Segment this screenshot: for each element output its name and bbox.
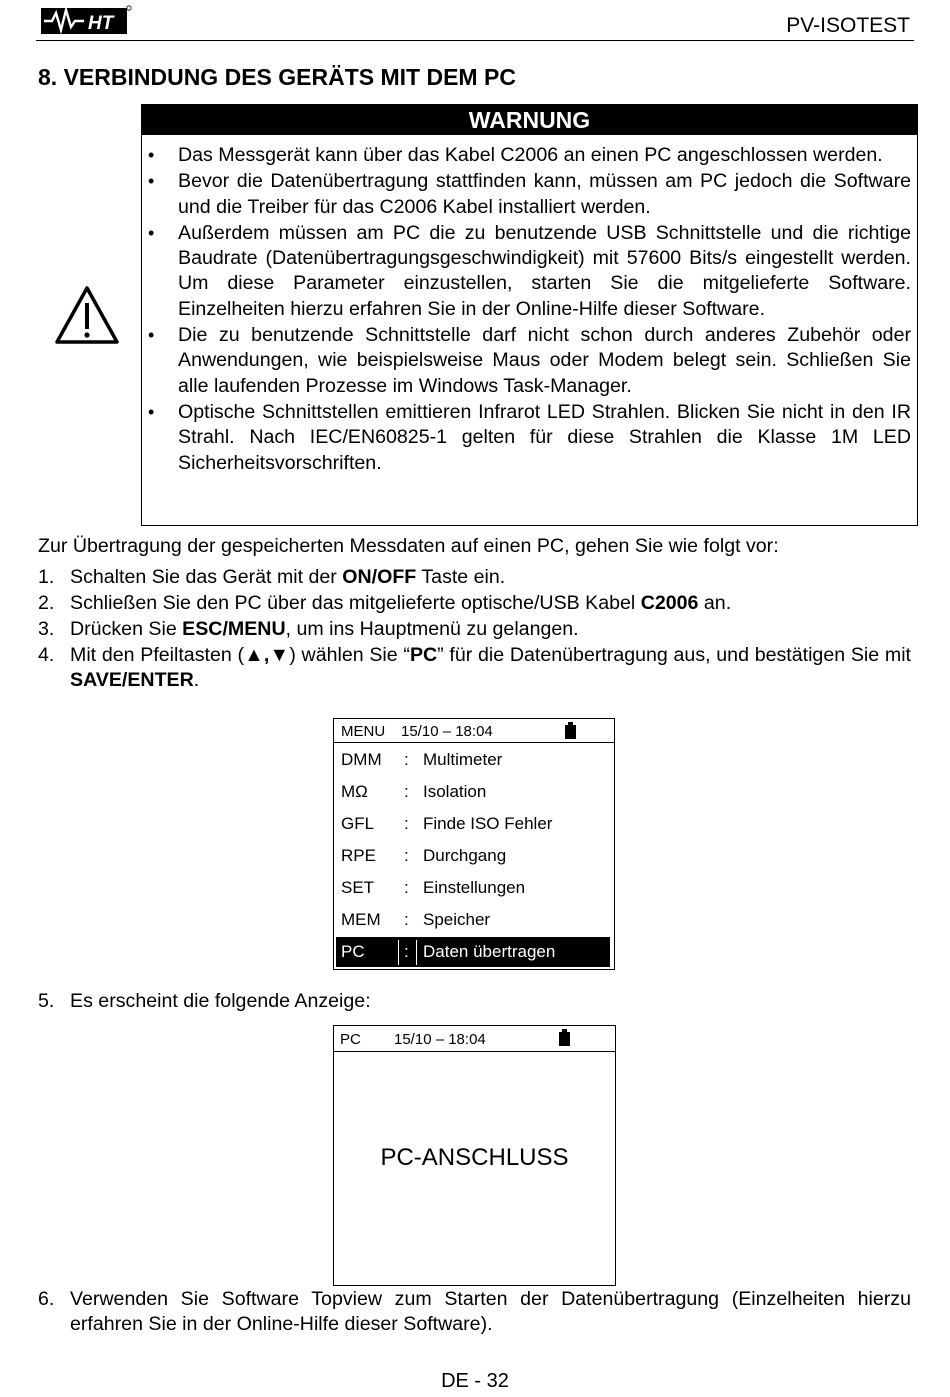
menu-column-divider: [416, 940, 417, 965]
step-number: 4.: [38, 644, 55, 666]
menu-item-separator: :: [404, 814, 409, 833]
menu-item-pc-selected[interactable]: [336, 937, 610, 967]
menu-item-label: Multimeter: [423, 750, 503, 769]
key-name: ON/OFF: [342, 566, 417, 588]
key-name: ESC/MENU: [182, 618, 286, 640]
menu-item-code: MΩ: [341, 782, 368, 801]
step-6: [38, 1287, 911, 1338]
step-text: Taste ein.: [416, 566, 506, 588]
step-text: an.: [698, 592, 732, 614]
logo-text: HT: [88, 13, 114, 34]
menu-item-separator: :: [404, 750, 409, 769]
menu-item-mem[interactable]: [334, 905, 610, 935]
menu-item-set[interactable]: [334, 873, 610, 903]
menu-item-gfl[interactable]: [334, 809, 610, 839]
menu-item-code: SET: [341, 878, 375, 897]
intro-paragraph: Zur Übertragung der gespeicherten Messdaten auf einen PC, gehen Sie wie folgt vor:: [38, 535, 779, 557]
pc-connection-message: PC-ANSCHLUSS: [380, 1144, 569, 1171]
step-text: Mit den Pfeiltasten (: [70, 644, 244, 666]
step-text: Schalten Sie das Gerät mit der: [70, 566, 343, 588]
display-datetime: 15/10 – 18:04: [401, 723, 493, 740]
menu-item-mohm[interactable]: [334, 777, 610, 807]
warning-item: • Bevor die Datenübertragung stattfinden kann, müssen am PC jedoch die Software und die Treiber für das C2006 Kabel installiert werden.: [145, 169, 911, 220]
step-number: 6.: [38, 1288, 55, 1310]
menu-item-separator: :: [404, 910, 409, 929]
step-number: 2.: [38, 592, 55, 614]
step-text: , um ins Hauptmenü zu gelangen.: [285, 618, 579, 640]
warning-item: • Das Messgerät kann über das Kabel C2006 an einen PC angeschlossen werden.: [145, 143, 911, 168]
step-text: Verwenden Sie Software Topview zum Starten der Datenübertragung (Einzelheiten hierzu erfahren Sie in der Online-Hilfe dieser Software).: [70, 1288, 911, 1336]
menu-item-code: GFL: [341, 814, 375, 833]
menu-option-name: PC: [409, 644, 438, 666]
menu-item-separator: :: [404, 942, 409, 961]
menu-item-label: Speicher: [423, 910, 491, 929]
menu-item-code: DMM: [341, 750, 382, 769]
menu-item-label: Daten übertragen: [423, 942, 556, 961]
step-2: [38, 591, 911, 616]
header-divider: [36, 40, 914, 41]
pc-connection-display: [333, 1025, 616, 1286]
step-text: Es erscheint die folgende Anzeige:: [70, 990, 371, 1012]
menu-item-code: RPE: [341, 846, 376, 865]
menu-column-divider: [398, 940, 399, 965]
display-status-bar: [334, 719, 614, 743]
menu-item-label: Durchgang: [423, 846, 507, 865]
step-text: ” für die Datenübertragung aus, und bestätigen Sie mit: [437, 644, 911, 666]
ht-logo: [40, 4, 132, 36]
menu-display: [333, 718, 615, 970]
document-title: PV-ISOTEST: [786, 14, 910, 37]
step-number: 1.: [38, 566, 55, 588]
step-text: ) wählen Sie “: [289, 644, 410, 666]
warning-triangle-icon: [54, 284, 120, 346]
step-5: [38, 989, 911, 1014]
warning-list: [145, 143, 911, 477]
arrow-keys: ▲,▼: [243, 644, 290, 666]
warning-item: • Die zu benutzende Schnittstelle darf nicht schon durch anderes Zubehör oder Anwendungen, wie beispielsweise Maus oder Modem belegt sein. Schließen Sie alle laufenden Prozesse im Windows Task-Manager.: [145, 323, 911, 399]
menu-item-label: Finde ISO Fehler: [423, 814, 553, 833]
menu-item-separator: :: [404, 782, 409, 801]
menu-item-code: PC: [341, 942, 365, 961]
key-name: SAVE/ENTER: [70, 669, 194, 692]
battery-icon: [559, 1032, 570, 1046]
step-text: .: [193, 669, 200, 692]
step-text: Drücken Sie: [70, 618, 183, 640]
menu-item-separator: :: [404, 878, 409, 897]
menu-item-label: Isolation: [423, 782, 487, 801]
display-mode: MENU: [341, 723, 386, 740]
menu-item-dmm[interactable]: [334, 745, 610, 775]
battery-icon: [565, 725, 576, 739]
display-mode: PC: [340, 1031, 361, 1048]
menu-item-rpe[interactable]: [334, 841, 610, 871]
page-number: DE - 32: [441, 1370, 509, 1392]
step-number: 3.: [38, 618, 55, 640]
display-datetime: 15/10 – 18:04: [394, 1031, 486, 1048]
menu-item-separator: :: [404, 846, 409, 865]
warning-item: • Optische Schnittstellen emittieren Infrarot LED Strahlen. Blicken Sie nicht in den IR Strahl. Nach IEC/EN60825-1 gelten für diese Strahlen die Klasse 1M LED Sicherheitsvorschriften.: [145, 400, 911, 476]
step-number: 5.: [38, 990, 55, 1012]
warning-item: • Außerdem müssen am PC die zu benutzende USB Schnittstelle und die richtige Baudrate (Datenübertragungsgeschwindigkeit) mit 57600 Bits/s eingestellt werden. Um diese Parameter einzustellen, starten Sie die mitgelieferte Software. Einzelheiten hierzu erfahren Sie in der Online-Hilfe dieser Software.: [145, 221, 911, 322]
step-4: [38, 643, 911, 694]
display-status-bar: [334, 1026, 615, 1052]
step-1: [38, 565, 911, 590]
menu-item-label: Einstellungen: [423, 878, 526, 897]
step-3: [38, 617, 911, 642]
step-text: Schließen Sie den PC über das mitgelieferte optische/USB Kabel: [70, 592, 641, 614]
menu-item-code: MEM: [341, 910, 381, 929]
cable-name: C2006: [640, 592, 699, 614]
warning-title: WARNUNG: [141, 104, 918, 135]
section-heading: 8. VERBINDUNG DES GERÄTS MIT DEM PC: [38, 64, 516, 90]
